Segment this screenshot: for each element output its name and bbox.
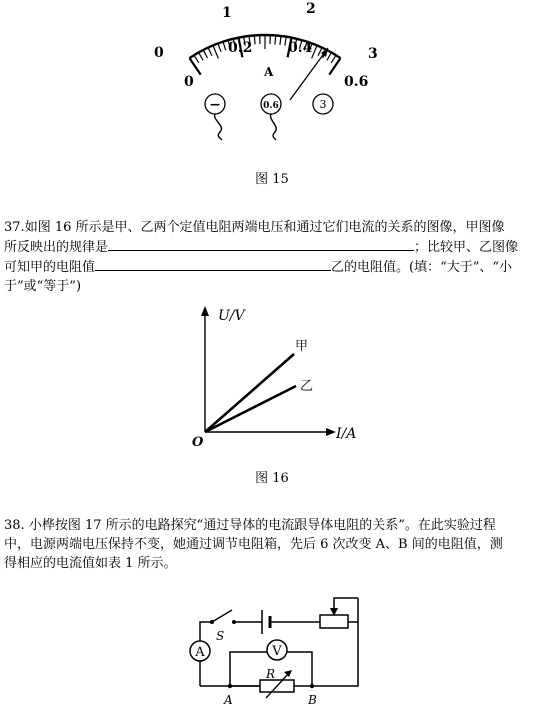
- figure-15-caption: 图 15: [255, 172, 289, 187]
- dial-tick: [285, 37, 286, 46]
- dial-tick: [203, 50, 207, 58]
- u-i-graph-figure: [190, 298, 370, 448]
- lower-scale-label-0.6: 0.6: [344, 74, 369, 90]
- line-jia-label: 甲: [295, 339, 309, 354]
- terminal-3-label: 3: [319, 98, 327, 111]
- wire-0.6-terminal: [271, 114, 277, 140]
- voltmeter-label: V: [272, 644, 282, 659]
- upper-scale-label-1: 1: [222, 5, 232, 21]
- question-38-number: 38.: [4, 518, 25, 533]
- question-38-line-1: 小桦按图 17 所示的电路探究“通过导体的电流跟导体电阻的关系”。在此实验过程: [28, 518, 496, 533]
- terminal-0.6-label: 0.6: [263, 101, 279, 111]
- lower-scale-label-0.4: 0.4: [288, 40, 313, 56]
- wire-top-left: [200, 622, 210, 642]
- dial-tick: [331, 55, 336, 63]
- answer-blank-compare[interactable]: [95, 257, 331, 271]
- node-b-dot: [310, 684, 314, 688]
- answer-blank-rule[interactable]: [108, 237, 414, 251]
- question-37-line-1: 如图 16 所示是甲、乙两个定值电阻两端电压和通过它们电流的关系的图像，甲图像: [24, 220, 505, 235]
- x-axis-arrow: [326, 428, 336, 436]
- dial-tick: [280, 36, 281, 45]
- dial-tick: [194, 55, 199, 63]
- ammeter-label: A: [195, 645, 205, 660]
- rheostat-slider-wire: [334, 598, 358, 612]
- dial-tick: [199, 52, 203, 60]
- dial-tick: [327, 52, 331, 60]
- question-38-line-3: 得相应的电流值如表 1 所示。: [4, 556, 177, 571]
- switch-contact-right: [232, 620, 236, 624]
- dial-tick: [208, 48, 212, 56]
- dial-tick: [312, 45, 317, 58]
- question-37-number: 37.: [4, 220, 25, 235]
- question-37-line-3a: 可知甲的电阻值: [4, 260, 96, 275]
- figure-16-caption: 图 16: [255, 471, 289, 486]
- question-38: [4, 516, 540, 573]
- wire-negative-terminal: [215, 114, 222, 140]
- dial-tick: [213, 45, 218, 58]
- question-37: [4, 218, 540, 296]
- question-37-line-4: 于”或“等于”): [4, 279, 82, 294]
- node-a-dot: [228, 684, 232, 688]
- lower-scale-label-0.2: 0.2: [228, 40, 253, 56]
- upper-scale-label-2: 2: [306, 1, 316, 17]
- circuit-figure: [180, 588, 370, 712]
- dial-tick: [218, 43, 221, 51]
- rheostat-body: [320, 615, 348, 628]
- resistor-arrowhead: [284, 670, 292, 677]
- question-37-line-3b: 乙的电阻值。(填：“大于”、“小: [331, 260, 513, 275]
- upper-scale-label-0: 0: [154, 45, 164, 61]
- node-a-label: A: [224, 693, 233, 707]
- upper-scale-label-3: 3: [368, 46, 378, 62]
- dial-unit-label: A: [264, 65, 274, 79]
- dial-tick: [275, 35, 276, 44]
- x-axis-label: I/A: [336, 426, 357, 442]
- y-axis-label: U/V: [218, 308, 245, 324]
- dial-tick: [329, 58, 340, 75]
- dial-tick: [223, 42, 226, 51]
- y-axis-arrow: [201, 306, 209, 316]
- line-yi-label: 乙: [300, 379, 314, 394]
- switch-blade: [212, 610, 232, 622]
- negative-terminal-label: −: [209, 97, 221, 113]
- resistor-label: R: [266, 667, 276, 681]
- switch-label: S: [216, 629, 225, 643]
- dial-tick: [318, 48, 322, 56]
- dial-tick: [254, 35, 255, 44]
- question-38-line-2: 中，电源两端电压保持不变，她通过调节电阻箱，先后 6 次改变 A、B 间的电阻值，测: [4, 537, 503, 552]
- origin-label: O: [192, 435, 204, 448]
- question-37-line-2a: 所反映出的规律是: [4, 240, 109, 255]
- lower-scale-label-0: 0: [184, 74, 194, 90]
- question-37-line-2b: ；比较甲、乙图像: [414, 240, 519, 255]
- node-b-label: B: [308, 693, 317, 707]
- ammeter-dial-figure: [140, 0, 400, 150]
- dial-tick: [190, 58, 201, 75]
